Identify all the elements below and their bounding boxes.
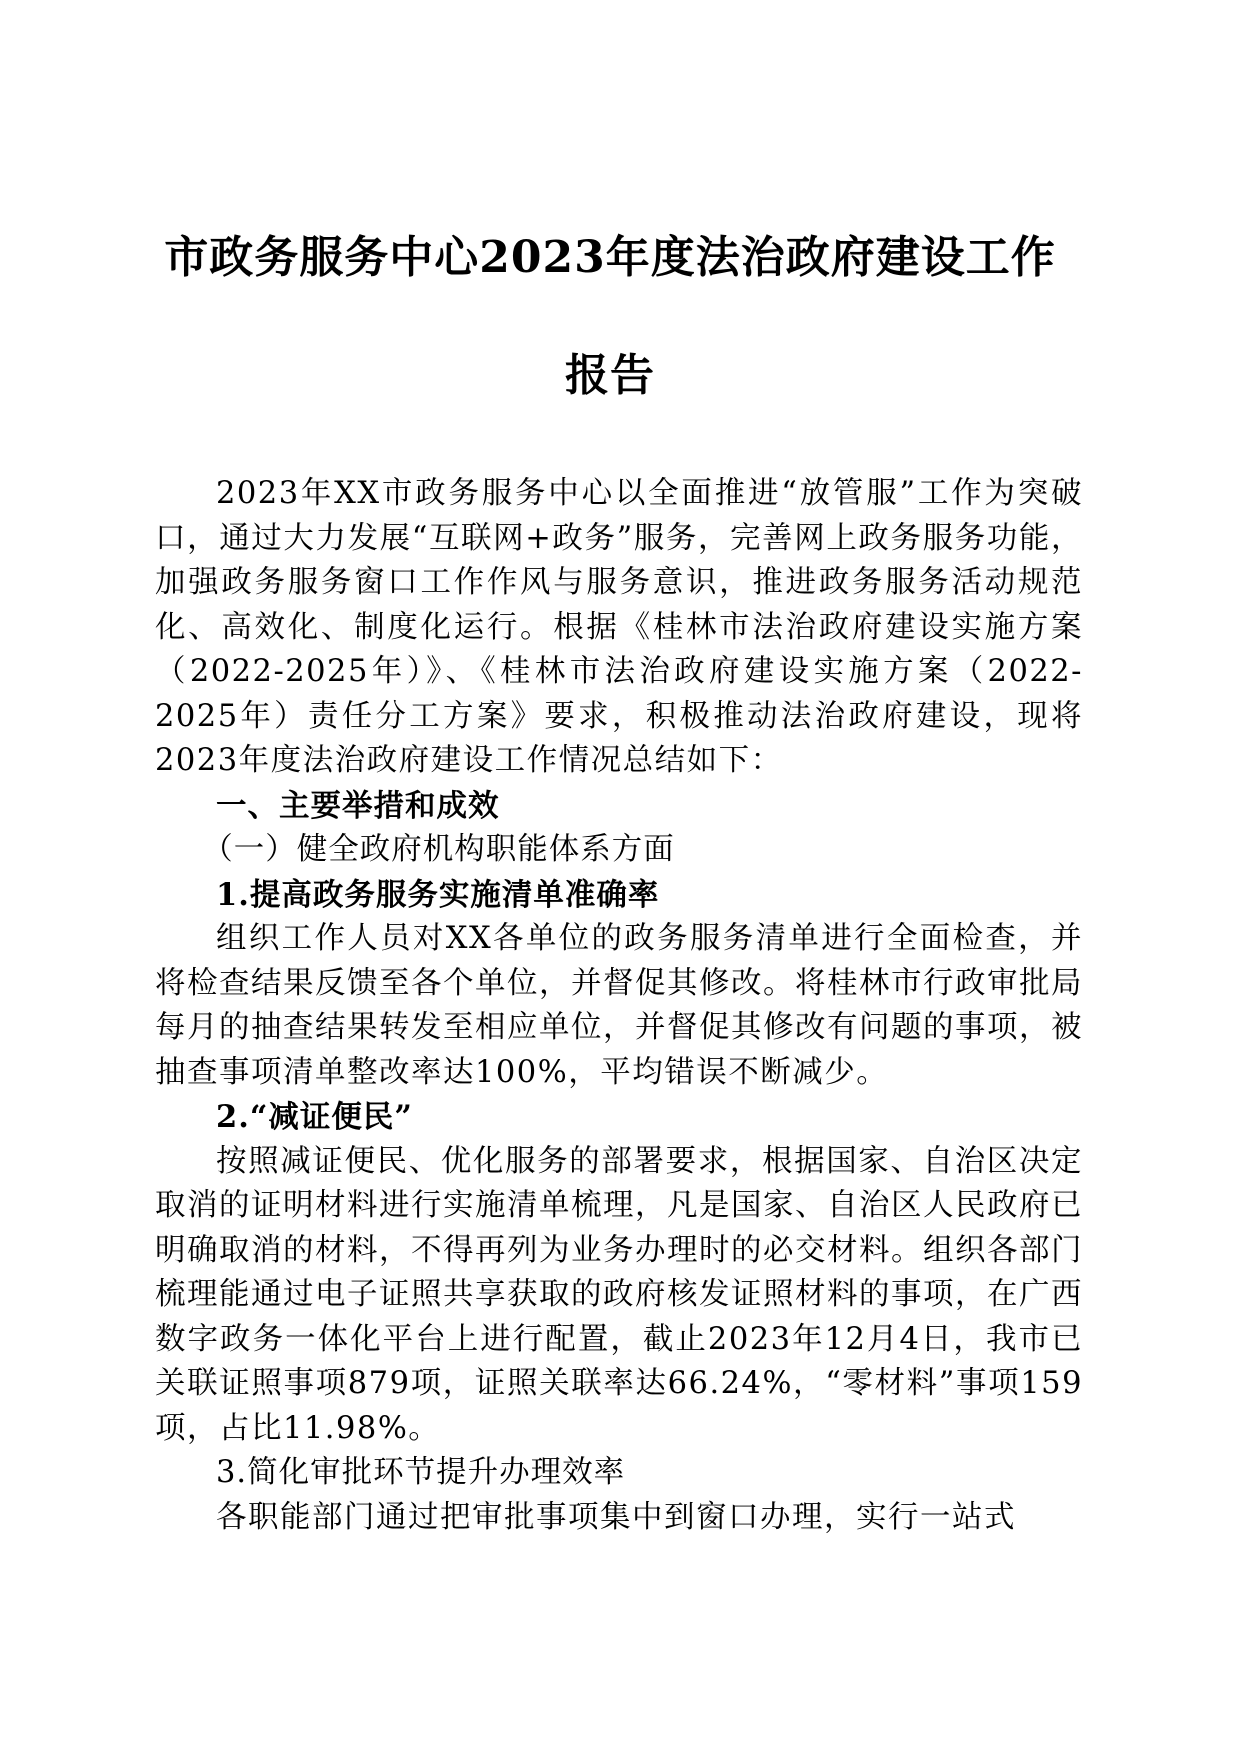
document-title-line-1: 市政务服务中心2023年度法治政府建设工作: [164, 232, 1056, 283]
item-paragraph-reduce-certificates: 按照减证便民、优化服务的部署要求，根据国家、自治区决定取消的证明材料进行实施清单梳理，凡是国家、自治区人民政府已明确取消的材料，不得再列为业务办理时的必交材料。组织各部门梳理能通过电子证照共享获取的政府核发证照材料的事项，在广西数字政务一体化平台上进行配置，截止2023年12月4日，我市已关联证照事项879项，证照关联率达66.24%，“零材料”事项159项，占比11.98%。: [155, 1143, 1083, 1446]
item-paragraph-accuracy: 组织工作人员对XX各单位的政务服务清单进行全面检查，并将检查结果反馈至各个单位，并督促其修改。将桂林市行政审批局每月的抽查结果转发至相应单位，并督促其修改有问题的事项，被抽查事项清单整改率达100%，平均错误不断减少。: [155, 921, 1083, 1090]
document-title-line-2: 报告: [565, 350, 655, 401]
intro-paragraph: 2023年XX市政务服务中心以全面推进“放管服”工作为突破口，通过大力发展“互联网+政务”服务，完善网上政务服务功能，加强政务服务窗口工作作风与服务意识，推进政务服务活动规范化、高效化、制度化运行。根据《桂林市法治政府建设实施方案（2022-2025年）》、《桂林市法治政府建设实施方案（2022-2025年）责任分工方案》要求，积极推动法治政府建设，现将2023年度法治政府建设工作情况总结如下：: [155, 476, 1083, 778]
item-heading-reduce-certificates: 2.“减证便民”: [216, 1099, 413, 1135]
item-heading-accuracy: 1.提高政务服务实施清单准确率: [216, 876, 660, 913]
document-body: [155, 472, 1083, 1540]
section-heading-main-measures: 一、主要举措和成效: [216, 787, 500, 824]
item-paragraph-simplify-approval: 各职能部门通过把审批事项集中到窗口办理，实行一站式: [216, 1499, 1016, 1535]
subsection-heading-government-functions: （一）健全政府机构职能体系方面: [202, 832, 675, 867]
item-heading-simplify-approval: 3.简化审批环节提升办理效率: [216, 1455, 626, 1490]
